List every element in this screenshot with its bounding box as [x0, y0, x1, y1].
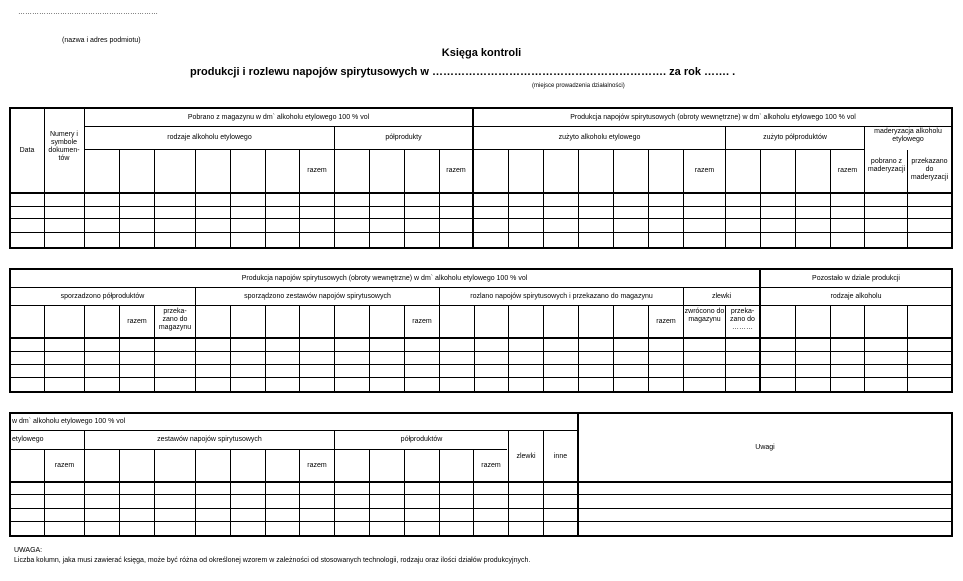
- col-uwagi: Uwagi: [755, 444, 775, 451]
- col-zwrocono-do-magazynu: zwrócono do magazynu: [684, 308, 725, 323]
- col-przekazano-do: przeka-zano do ………: [730, 308, 755, 331]
- col-razem: razem: [446, 167, 466, 174]
- subgroup-rodzaje-alkoholu: rodzaje alkoholu: [830, 293, 882, 300]
- footer-label: UWAGA:: [14, 547, 43, 554]
- col-razem: razem: [307, 167, 327, 174]
- col-pobrano-z-maderyzacji: pobrano z maderyzacji: [867, 158, 906, 173]
- group-produkcja: Produkcja napojów spirytusowych (obroty wewnętrzne) w dm` alkoholu etylowego 100 % vol: [241, 275, 528, 282]
- col-razem: razem: [54, 462, 75, 469]
- col-razem: razem: [307, 462, 327, 469]
- subgroup-polproduktow: półproduktów: [400, 436, 443, 443]
- col-razem: razem: [656, 318, 676, 325]
- col-razem: razem: [481, 462, 501, 469]
- subgroup-sporzadzono-zestawow: sporządzono zestawów napojów spirytusowych: [244, 293, 391, 300]
- page-title: Księga kontroli: [441, 47, 522, 59]
- subgroup-maderyzacja: maderyzacja alkoholu etylowego: [874, 128, 942, 143]
- group-header: w dm` alkoholu etylowego 100 % vol: [12, 418, 126, 425]
- subgroup-rodzaje: rodzaje alkoholu etylowego: [167, 134, 252, 141]
- col-razem: razem: [412, 318, 432, 325]
- group-pobrano: Pobrano z magazynu w dm` alkoholu etylowego 100 % vol: [187, 114, 370, 121]
- col-przekazano-do-maderyzacji: przekazano do maderyzacji: [910, 158, 949, 181]
- col-zlewki: zlewki: [516, 453, 536, 460]
- group-pozostalo: Pozostało w dziale produkcji: [812, 275, 900, 282]
- entity-dots: ……………………………………………………: [18, 9, 158, 16]
- page-subtitle: produkcji i rozlewu napojów spirytusowych w ………………………………………………………. za rok ……. .: [190, 66, 736, 78]
- subgroup-zlewki: zlewki: [711, 293, 732, 300]
- footer-note: Liczba kolumn, jaka musi zawierać księga, może być różna od określonej wzorem w zależności od stosowanych technologii, rodzaju oraz ilości działów produkcyjnych.: [14, 557, 531, 564]
- col-przekazano-do-magazynu: przeka-zano do magazynu: [158, 308, 192, 331]
- subgroup-rozlano: rozlano napojów spirytusowych i przekazano do magazynu: [470, 293, 653, 300]
- entity-caption: (nazwa i adres podmiotu): [62, 37, 141, 44]
- subgroup-etylowego: etylowego: [12, 436, 44, 443]
- col-document-numbers: Numery i symbole dokumen-tów: [48, 131, 80, 162]
- col-data: Data: [19, 147, 35, 154]
- group-produkcja: Produkcja napojów spirytusowych (obroty wewnętrzne) w dm` alkoholu etylowego 100 % vol: [570, 114, 856, 121]
- subgroup-polprodukty: półprodukty: [385, 134, 422, 141]
- subgroup-zuzyto-alkoholu: zużyto alkoholu etylowego: [558, 134, 641, 141]
- col-razem: razem: [127, 318, 147, 325]
- col-razem: razem: [694, 167, 715, 174]
- subgroup-zuzyto-polproduktow: zużyto półproduktów: [763, 134, 827, 141]
- place-caption: (miejsce prowadzenia działalności): [532, 83, 625, 89]
- subgroup-sporzadzono-polproduktow: sporzadzono półproduktów: [60, 293, 145, 300]
- subgroup-zestawow: zestawów napojów spirytusowych: [157, 436, 262, 443]
- col-razem: razem: [837, 167, 858, 174]
- col-inne: inne: [553, 453, 568, 460]
